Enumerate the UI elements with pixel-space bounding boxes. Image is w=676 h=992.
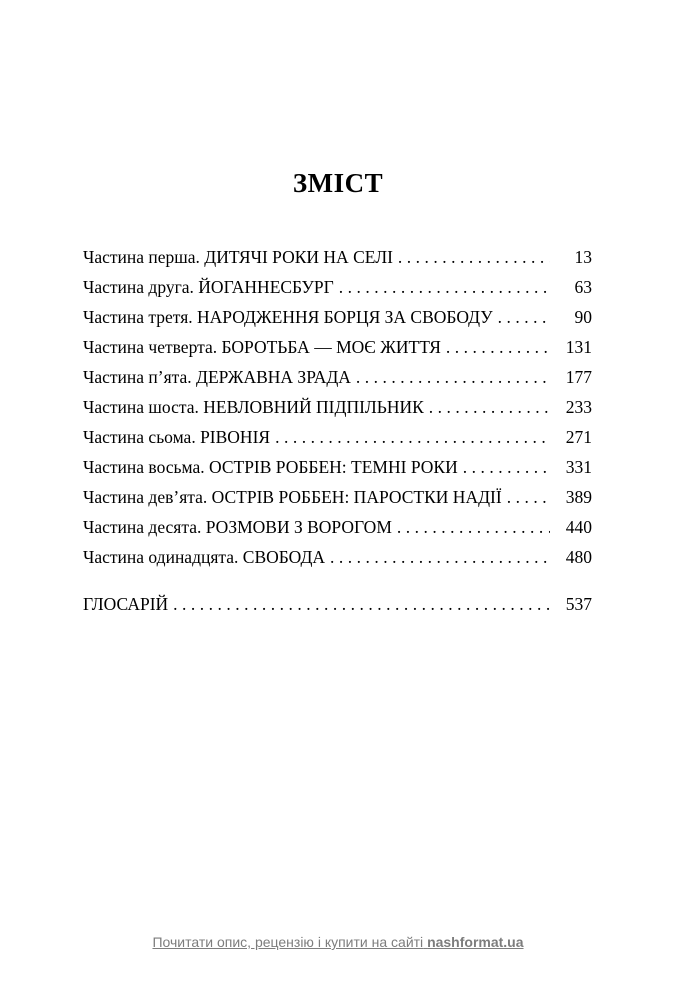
dot-leader <box>351 362 550 392</box>
toc-entry <box>83 302 592 332</box>
toc-entry-page: 13 <box>574 247 592 267</box>
dot-leader <box>334 272 550 302</box>
toc-entry <box>83 362 592 392</box>
toc-entry-label: Частина третя. НАРОДЖЕННЯ БОРЦЯ ЗА СВОБОДУ <box>83 307 493 327</box>
toc-entry-page: 90 <box>574 307 592 327</box>
toc-entry-page: 63 <box>574 277 592 297</box>
toc-entry-label: Частина сьома. РІВОНІЯ <box>83 427 271 447</box>
toc-entry <box>83 482 592 512</box>
toc-entry <box>83 332 592 362</box>
toc-entry <box>83 452 592 482</box>
toc-entry-page: 331 <box>565 457 592 477</box>
dot-leader <box>393 242 550 272</box>
toc-entry-label: Частина друга. ЙОГАННЕСБУРГ <box>83 277 334 297</box>
toc-entry-page: 440 <box>565 517 592 537</box>
footer-link[interactable] <box>152 934 523 950</box>
dot-leader <box>168 589 550 619</box>
toc-entry-label: Частина одинадцята. СВОБОДА <box>83 547 326 567</box>
dot-leader <box>270 422 550 452</box>
toc-entry <box>83 392 592 422</box>
toc-entry-page: 480 <box>565 547 592 567</box>
toc-entry-page: 271 <box>565 427 592 447</box>
toc-entry-page: 131 <box>565 337 592 357</box>
toc-entry-label: Частина восьма. ОСТРІВ РОББЕН: ТЕМНІ РОКИ <box>83 457 458 477</box>
toc-entry <box>83 422 592 452</box>
toc-entry-page: 177 <box>565 367 592 387</box>
dot-leader <box>441 332 550 362</box>
toc-entry <box>83 512 592 542</box>
toc-entry-label: Частина шоста. НЕВЛОВНИЙ ПІДПІЛЬНИК <box>83 397 424 417</box>
toc-entry-glossary <box>83 589 592 619</box>
dot-leader <box>325 542 550 572</box>
toc-entry-label: Частина десята. РОЗМОВИ З ВОРОГОМ <box>83 517 392 537</box>
footer-link-domain: nashformat.ua <box>427 934 524 950</box>
footer-link-text: Почитати опис, рецензію і купити на сайті <box>152 934 424 950</box>
page-title: ЗМІСТ <box>292 168 384 198</box>
dot-leader <box>424 392 550 422</box>
dot-leader <box>502 482 550 512</box>
toc-entry-label: Частина п’ята. ДЕРЖАВНА ЗРАДА <box>83 367 351 387</box>
toc-entry <box>83 242 592 272</box>
dot-leader <box>493 302 550 332</box>
table-of-contents <box>0 242 676 619</box>
toc-entry-page: 389 <box>565 487 592 507</box>
footer <box>0 934 676 952</box>
toc-entry-label: ГЛОСАРІЙ <box>83 594 169 614</box>
dot-leader <box>392 512 550 542</box>
toc-entry-page: 537 <box>565 594 592 614</box>
toc-entry-label: Частина четверта. БОРОТЬБА — МОЄ ЖИТТЯ <box>83 337 441 357</box>
toc-entry <box>83 542 592 572</box>
toc-entry <box>83 272 592 302</box>
toc-entry-page: 233 <box>565 397 592 417</box>
toc-entry-label: Частина дев’ята. ОСТРІВ РОББЕН: ПАРОСТКИ НАДІЇ <box>83 487 502 507</box>
dot-leader <box>458 452 550 482</box>
toc-entry-label: Частина перша. ДИТЯЧІ РОКИ НА СЕЛІ <box>83 247 393 267</box>
